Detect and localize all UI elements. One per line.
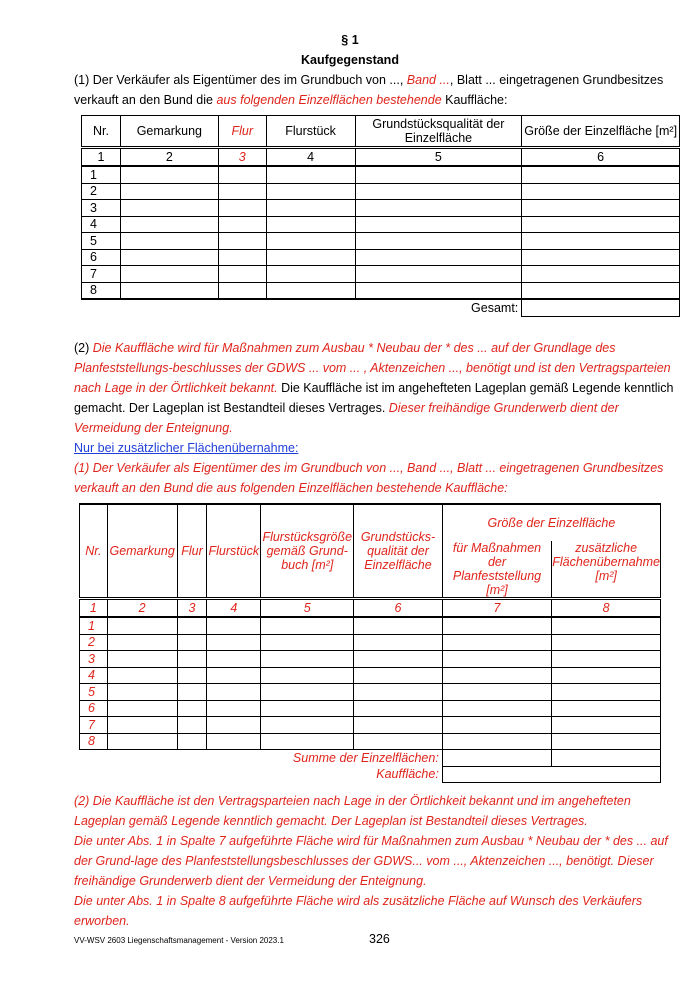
row-nr: 6 [80, 700, 108, 717]
header-flurstueck: Flurstück [266, 116, 355, 148]
table-row [80, 700, 661, 717]
colnum: 2 [107, 599, 177, 618]
p2-text-a: (2) [74, 341, 93, 355]
row-nr: 1 [82, 166, 121, 183]
section-title: Kaufgegenstand [301, 53, 399, 67]
header-qualitaet: Grundstücksqualität der Einzelfläche [355, 116, 522, 148]
colnum: 3 [218, 148, 266, 167]
section-number: § 1 [341, 33, 359, 47]
p2-text-d: Dieser freihändige Grunderwerb dient der Vermeidung der Enteignung. [74, 401, 619, 435]
header-flurstuecksgroesse: Flurstücksgröße gemäß Grund-buch [m²] [261, 504, 354, 599]
table-row [82, 233, 680, 250]
header-gemarkung: Gemarkung [107, 504, 177, 599]
table-row [82, 282, 680, 299]
header-qualitaet: Grundstücks-qualität der Einzelfläche [354, 504, 443, 599]
row-nr: 8 [82, 282, 121, 299]
row-nr: 7 [82, 266, 121, 283]
header-groesse: Größe der Einzelfläche [m²] [522, 116, 680, 148]
header-nr: Nr. [80, 504, 108, 599]
table-row [80, 634, 661, 651]
colnum: 8 [552, 599, 661, 618]
header-flurstueck: Flurstück [207, 504, 261, 599]
column-number-row [80, 599, 661, 618]
kauf-value [442, 766, 660, 783]
table-row [80, 667, 661, 684]
p4-line-2: Die unter Abs. 1 in Spalte 7 aufgeführte Fläche wird für Maßnahmen zum Ausbau * Neubau der * des ... auf der Grund-lage des Planfeststellungsbeschlusses der GDWS... vom ..., Aktenzeichen ..., benötigt. Dieser freihändige Grunderwerb dient der Vermeidung der Enteignung. [74, 834, 668, 888]
p1-text-c: , Blatt ... eingetragenen Grundbesitzes verkauft an den Bund die [74, 73, 664, 107]
p2-text-c: Die Kauffläche ist im angehefteten Lageplan gemäß Legende kenntlich gemacht. Der Lageplan ist Bestandteil dieses Vertrages. [74, 381, 674, 415]
p1-text-band: Band ... [406, 73, 450, 87]
table-row [80, 733, 661, 750]
table-row [82, 183, 680, 200]
parcel-table [81, 115, 680, 317]
sum-zusaetzlich [552, 750, 661, 767]
paragraph-3: (1) Der Verkäufer als Eigentümer des im Grundbuch von ..., Band ..., Blatt ... eingetragenen Grundbesitzes verkauft an den Bund die aus folgenden Einzelflächen bestehende Kauffläche: [74, 461, 664, 495]
paragraph-4 [74, 791, 684, 931]
row-nr: 2 [82, 183, 121, 200]
table-header-row [82, 116, 680, 148]
colnum: 5 [261, 599, 354, 618]
table-row [82, 200, 680, 217]
column-number-row [82, 148, 680, 167]
sum-label: Summe der Einzelflächen: [80, 750, 443, 767]
extra-heading: Nur bei zusätzlicher Flächenübernahme: [74, 441, 299, 455]
row-nr: 3 [80, 651, 108, 668]
header-planfeststellung: für Maßnahmen der Planfeststellung [m²] [442, 541, 551, 599]
row-nr: 3 [82, 200, 121, 217]
table-header-row [80, 504, 661, 541]
p4-line-1: (2) Die Kauffläche ist den Vertragsparteien nach Lage in der Örtlichkeit bekannt und im angehefteten Lageplan gemäß Legende kenntlich gemacht. Der Lageplan ist Bestandteil dieses Vertrages. [74, 794, 631, 828]
table-row [80, 684, 661, 701]
header-gemarkung: Gemarkung [120, 116, 218, 148]
kauf-label: Kauffläche: [80, 766, 443, 783]
parcel-table-extended [79, 503, 661, 783]
table-row [82, 216, 680, 233]
header-flur: Flur [218, 116, 266, 148]
row-nr: 1 [80, 617, 108, 634]
paragraph-1 [74, 70, 684, 110]
colnum: 7 [442, 599, 551, 618]
row-nr: 5 [82, 233, 121, 250]
colnum: 6 [354, 599, 443, 618]
p1-text-e: Kauffläche: [441, 93, 508, 107]
total-value [522, 299, 680, 316]
colnum: 4 [266, 148, 355, 167]
colnum: 5 [355, 148, 522, 167]
colnum: 6 [522, 148, 680, 167]
header-nr: Nr. [82, 116, 121, 148]
row-nr: 6 [82, 249, 121, 266]
page-number: 326 [369, 932, 390, 946]
paragraph-2 [74, 338, 684, 438]
p1-text-d: aus folgenden Einzelflächen bestehende [216, 93, 442, 107]
p4-line-3: Die unter Abs. 1 in Spalte 8 aufgeführte Fläche wird als zusätzliche Fläche auf Wunsch des Verkäufers erworben. [74, 894, 643, 928]
table-row [80, 617, 661, 634]
row-nr: 5 [80, 684, 108, 701]
colnum: 4 [207, 599, 261, 618]
p1-text-a: (1) Der Verkäufer als Eigentümer des im Grundbuch von ..., [74, 73, 407, 87]
colnum: 2 [120, 148, 218, 167]
row-nr: 2 [80, 634, 108, 651]
colnum: 3 [177, 599, 207, 618]
sum-planfeststellung [442, 750, 551, 767]
header-zusaetzlich: zusätzliche Flächenübernahme [m²] [552, 541, 661, 599]
footer-text: VV-WSV 2603 Liegenschaftsmanagement - Version 2023.1 [74, 936, 284, 945]
total-row [82, 299, 680, 316]
table-row [80, 717, 661, 734]
table-row [82, 166, 680, 183]
colnum: 1 [80, 599, 108, 618]
header-flur: Flur [177, 504, 207, 599]
row-nr: 4 [82, 216, 121, 233]
row-nr: 8 [80, 733, 108, 750]
table-row [80, 651, 661, 668]
row-nr: 4 [80, 667, 108, 684]
total-label: Gesamt: [82, 299, 522, 316]
colnum: 1 [82, 148, 121, 167]
row-nr: 7 [80, 717, 108, 734]
p2-text-b: Die Kauffläche wird für Maßnahmen zum Ausbau * Neubau der * des ... auf der Grundlage des Planfeststellungs-beschlusses der GDWS ... vom ... , Aktenzeichen ..., benötigt und ist den Vertragsparteien nach Lage in der Örtlichkeit bekannt. [74, 341, 671, 395]
kauf-row [80, 766, 661, 783]
header-groesse-group: Größe der Einzelfläche [442, 504, 660, 541]
table-row [82, 266, 680, 283]
sum-row [80, 750, 661, 767]
table-row [82, 249, 680, 266]
